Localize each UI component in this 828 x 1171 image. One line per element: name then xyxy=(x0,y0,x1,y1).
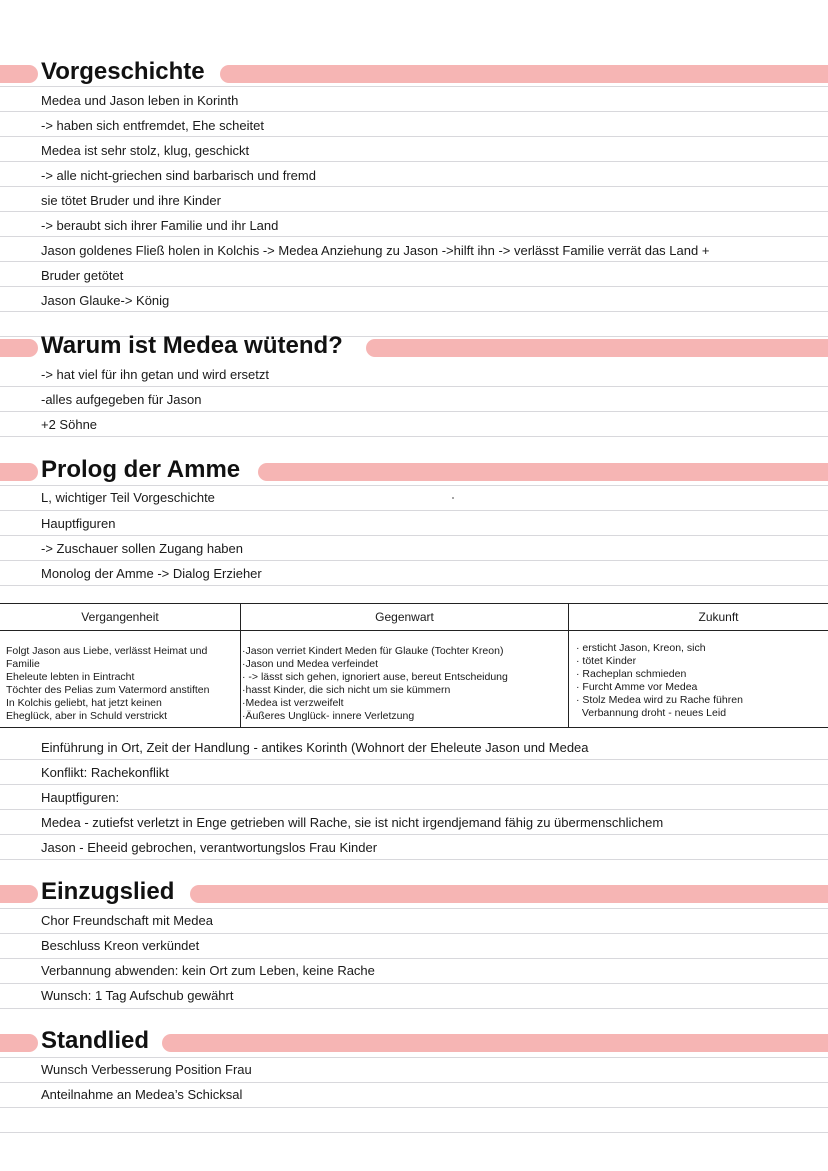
note-line: Monolog der Amme -> Dialog Erzieher xyxy=(41,566,262,581)
highlight-bar xyxy=(0,885,38,903)
table-cell: · -> lässt sich gehen, ignoriert ause, bereut Entscheidung xyxy=(242,671,508,683)
table-cell: Familie xyxy=(6,658,40,670)
note-line: +2 Söhne xyxy=(41,417,98,432)
table-cell: Folgt Jason aus Liebe, verlässt Heimat und xyxy=(6,645,208,657)
note-line: Medea und Jason leben in Korinth xyxy=(41,93,239,108)
table-cell: Verbannung droht - neues Leid xyxy=(576,707,727,719)
table-cell: · Racheplan schmieden xyxy=(576,668,687,680)
section-title: Standlied xyxy=(41,1027,150,1054)
heading-standlied xyxy=(0,1026,828,1056)
ink-dot xyxy=(452,497,454,499)
note-line: sie tötet Bruder und ihre Kinder xyxy=(41,193,221,208)
note-line: Jason goldenes Fließ holen in Kolchis -> Medea Anziehung zu Jason ->hilft ihn -> verlässt Familie verrät das Land + xyxy=(41,243,710,258)
note-line: L, wichtiger Teil Vorgeschichte xyxy=(41,490,215,505)
note-line: Wunsch: 1 Tag Aufschub gewährt xyxy=(41,988,234,1003)
note-line: -> hat viel für ihn getan und wird ersetzt xyxy=(41,367,269,382)
table-cell: ·Medea ist verzweifelt xyxy=(242,697,344,709)
section-title: Vorgeschichte xyxy=(41,58,205,85)
table-header-vergangenheit: Vergangenheit xyxy=(81,610,159,624)
table-cell: ·hasst Kinder, die sich nicht um sie kümmern xyxy=(242,684,451,696)
highlight-bar xyxy=(0,1034,38,1052)
table-cell: Töchter des Pelias zum Vatermord anstiften xyxy=(6,684,210,696)
table-cell: In Kolchis geliebt, hat jetzt keinen xyxy=(6,697,162,709)
note-line: -> beraubt sich ihrer Familie und ihr Land xyxy=(41,218,279,233)
note-line: Chor Freundschaft mit Medea xyxy=(41,913,213,928)
note-line: -> alle nicht-griechen sind barbarisch und fremd xyxy=(41,168,316,183)
note-line: -> Zuschauer sollen Zugang haben xyxy=(41,541,243,556)
table-cell: ·Jason und Medea verfeindet xyxy=(242,658,379,670)
section-title: Einzugslied xyxy=(41,878,175,905)
note-line: Medea - zutiefst verletzt in Enge getrieben will Rache, sie ist nicht irgendjemand fähig zu übermenschlichem xyxy=(41,815,664,830)
table-cell: · Furcht Amme vor Medea xyxy=(576,681,698,693)
table-cell: Eheglück, aber in Schuld verstrickt xyxy=(6,710,168,722)
highlight-bar xyxy=(258,463,828,481)
highlight-bar xyxy=(220,65,828,83)
note-line: Hauptfiguren: xyxy=(41,790,120,805)
note-line: Jason Glauke-> König xyxy=(41,293,170,308)
note-line: -alles aufgegeben für Jason xyxy=(41,392,202,407)
note-line: Verbannung abwenden: kein Ort zum Leben, keine Rache xyxy=(41,963,375,978)
heading-prolog xyxy=(0,455,828,485)
highlight-bar xyxy=(162,1034,828,1052)
highlight-bar xyxy=(0,65,38,83)
note-line: Bruder getötet xyxy=(41,268,124,283)
table-cell: ·Jason verriet Kindert Meden für Glauke (Tochter Kreon) xyxy=(242,645,504,657)
note-line: Konflikt: Rachekonflikt xyxy=(41,765,169,780)
table-header-zukunft: Zukunft xyxy=(698,610,739,624)
note-line: Einführung in Ort, Zeit der Handlung - antikes Korinth (Wohnort der Eheleute Jason und Medea xyxy=(41,740,589,755)
timeline-table xyxy=(0,603,828,728)
section-title: Warum ist Medea wütend? xyxy=(41,332,343,359)
section-title: Prolog der Amme xyxy=(41,456,241,483)
table-cell: Eheleute lebten in Eintracht xyxy=(6,671,135,683)
table-cell: ·Äußeres Unglück- innere Verletzung xyxy=(242,710,415,722)
note-line: Anteilnahme an Medea’s Schicksal xyxy=(41,1087,243,1102)
note-line: Medea ist sehr stolz, klug, geschickt xyxy=(41,143,250,158)
heading-einzugslied xyxy=(0,877,828,907)
heading-vorgeschichte xyxy=(0,57,828,87)
note-line: Hauptfiguren xyxy=(41,516,116,531)
table-cell: · Stolz Medea wird zu Rache führen xyxy=(576,694,743,706)
table-cell: · tötet Kinder xyxy=(576,655,637,667)
note-line: Wunsch Verbesserung Position Frau xyxy=(41,1062,252,1077)
note-line: Jason - Eheeid gebrochen, verantwortungslos Frau Kinder xyxy=(41,840,378,855)
highlight-bar xyxy=(190,885,828,903)
highlight-bar xyxy=(366,339,828,357)
highlight-bar xyxy=(0,339,38,357)
table-cell: · ersticht Jason, Kreon, sich xyxy=(576,642,706,654)
heading-warum xyxy=(0,331,828,361)
note-line: -> haben sich entfremdet, Ehe scheitet xyxy=(41,118,264,133)
note-line: Beschluss Kreon verkündet xyxy=(41,938,200,953)
table-header-gegenwart: Gegenwart xyxy=(375,610,434,624)
highlight-bar xyxy=(0,463,38,481)
